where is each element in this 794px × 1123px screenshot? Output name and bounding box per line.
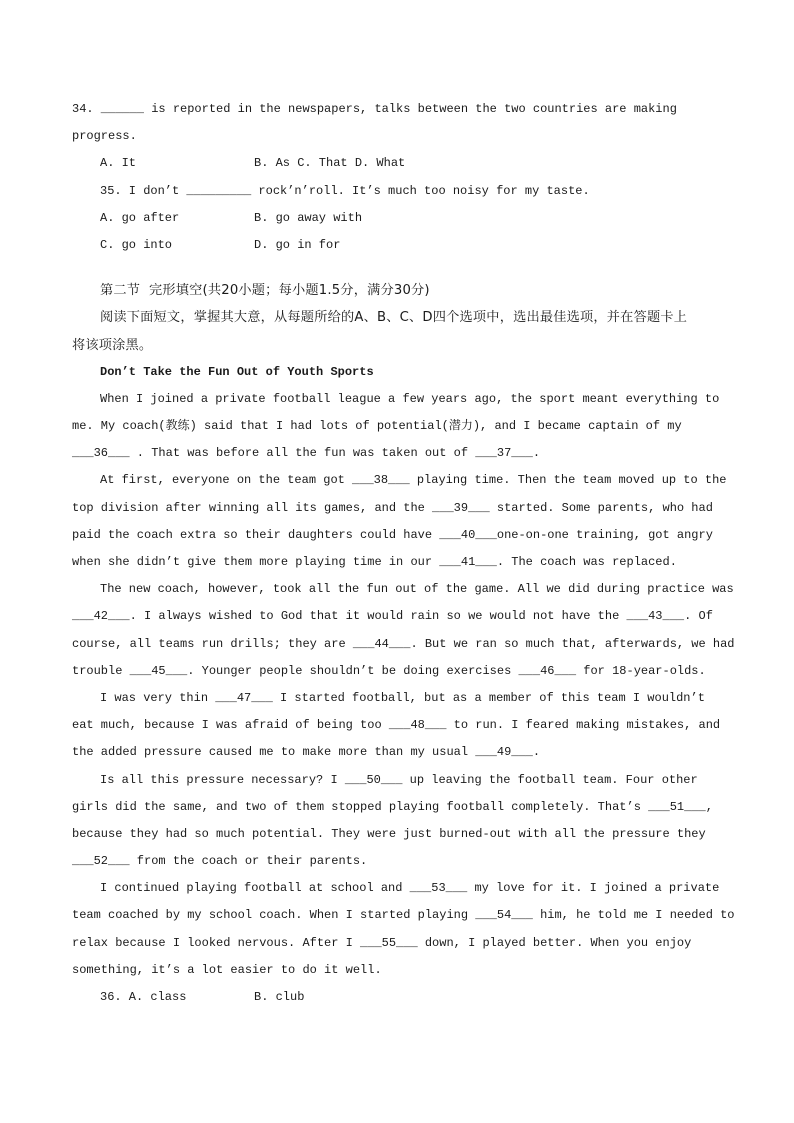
option-c: C. go into xyxy=(100,237,173,252)
passage-line: ___52___ from the coach or their parents. xyxy=(72,854,368,869)
passage-line: trouble ___45___. Younger people shouldn’t be doing exercises ___46___ for 18-year-olds. xyxy=(72,663,706,678)
option-a: A. go after xyxy=(100,210,180,225)
question-36-options xyxy=(72,984,722,1011)
question-34-options xyxy=(72,150,722,177)
question-34-line-2: progress. xyxy=(72,129,137,144)
passage-title: Don’t Take the Fun Out of Youth Sports xyxy=(100,364,374,379)
option-b: B. go away with xyxy=(254,210,363,225)
passage-line: top division after winning all its games, and the ___39___ started. Some parents, who had xyxy=(72,500,713,515)
passage-line: I continued playing football at school and ___53___ my love for it. I joined a private xyxy=(100,881,720,896)
passage-line: something, it’s a lot easier to do it well. xyxy=(72,962,382,977)
passage-line: At first, everyone on the team got ___38___ playing time. Then the team moved up to the xyxy=(100,473,727,488)
passage-line: me. My coach(教练) said that I had lots of potential(潜力), and I became captain of my xyxy=(72,419,682,434)
option-b-c-d: B. As C. That D. What xyxy=(254,156,406,171)
passage-line: course, all teams run drills; they are ___44___. But we ran so much that, afterwards, we had xyxy=(72,636,735,651)
passage-line: the added pressure caused me to make more than my usual ___49___. xyxy=(72,745,541,760)
section-heading: 第二节 完形填空(共20小题；每小题1.5分，满分30分) xyxy=(100,283,430,299)
document-page xyxy=(72,96,735,1011)
passage-line: ___36___ . That was before all the fun was taken out of ___37___. xyxy=(72,446,541,461)
passage-line: girls did the same, and two of them stopped playing football completely. That’s ___51___, xyxy=(72,799,713,814)
passage-line: ___42___. I always wished to God that it would rain so we would not have the ___43___. Of xyxy=(72,609,713,624)
option-b: B. club xyxy=(254,990,305,1004)
option-a: A. It xyxy=(100,156,137,171)
passage-line: relax because I looked nervous. After I ___55___ down, I played better. When you enjoy xyxy=(72,935,692,950)
section-instruction-line-1: 阅读下面短文，掌握其大意，从每题所给的A、B、C、D四个选项中，选出最佳选项，并在答题卡上 xyxy=(100,310,688,326)
question-35-options-cd xyxy=(72,232,722,259)
question-35-options-ab xyxy=(72,205,722,232)
question-35-stem: 35. I don’t _________ rock’n’roll. It’s much too noisy for my taste. xyxy=(100,183,590,198)
passage-line: when she didn’t give them more playing time in our ___41___. The coach was replaced. xyxy=(72,555,677,569)
section-instruction-line-2: 将该项涂黑。 xyxy=(72,337,153,353)
option-d: D. go in for xyxy=(254,237,341,252)
passage-line: team coached by my school coach. When I started playing ___54___ him, he told me I needed to xyxy=(72,908,735,923)
passage-line: because they had so much potential. They were just burned-out with all the pressure they xyxy=(72,826,706,841)
question-34-line-1: 34. ______ is reported in the newspapers, talks between the two countries are making xyxy=(72,102,677,116)
passage-line: I was very thin ___47___ I started football, but as a member of this team I wouldn’t xyxy=(100,690,705,705)
passage-line: paid the coach extra so their daughters could have ___40___one-on-one training, got angry xyxy=(72,527,713,542)
option-a: 36. A. class xyxy=(100,990,187,1004)
passage-line: The new coach, however, took all the fun out of the game. All we did during practice was xyxy=(100,582,734,597)
passage-line: Is all this pressure necessary? I ___50___ up leaving the football team. Four other xyxy=(100,772,698,787)
passage-line: When I joined a private football league a few years ago, the sport meant everything to xyxy=(100,391,720,406)
passage-line: eat much, because I was afraid of being too ___48___ to run. I feared making mistakes, and xyxy=(72,718,721,733)
